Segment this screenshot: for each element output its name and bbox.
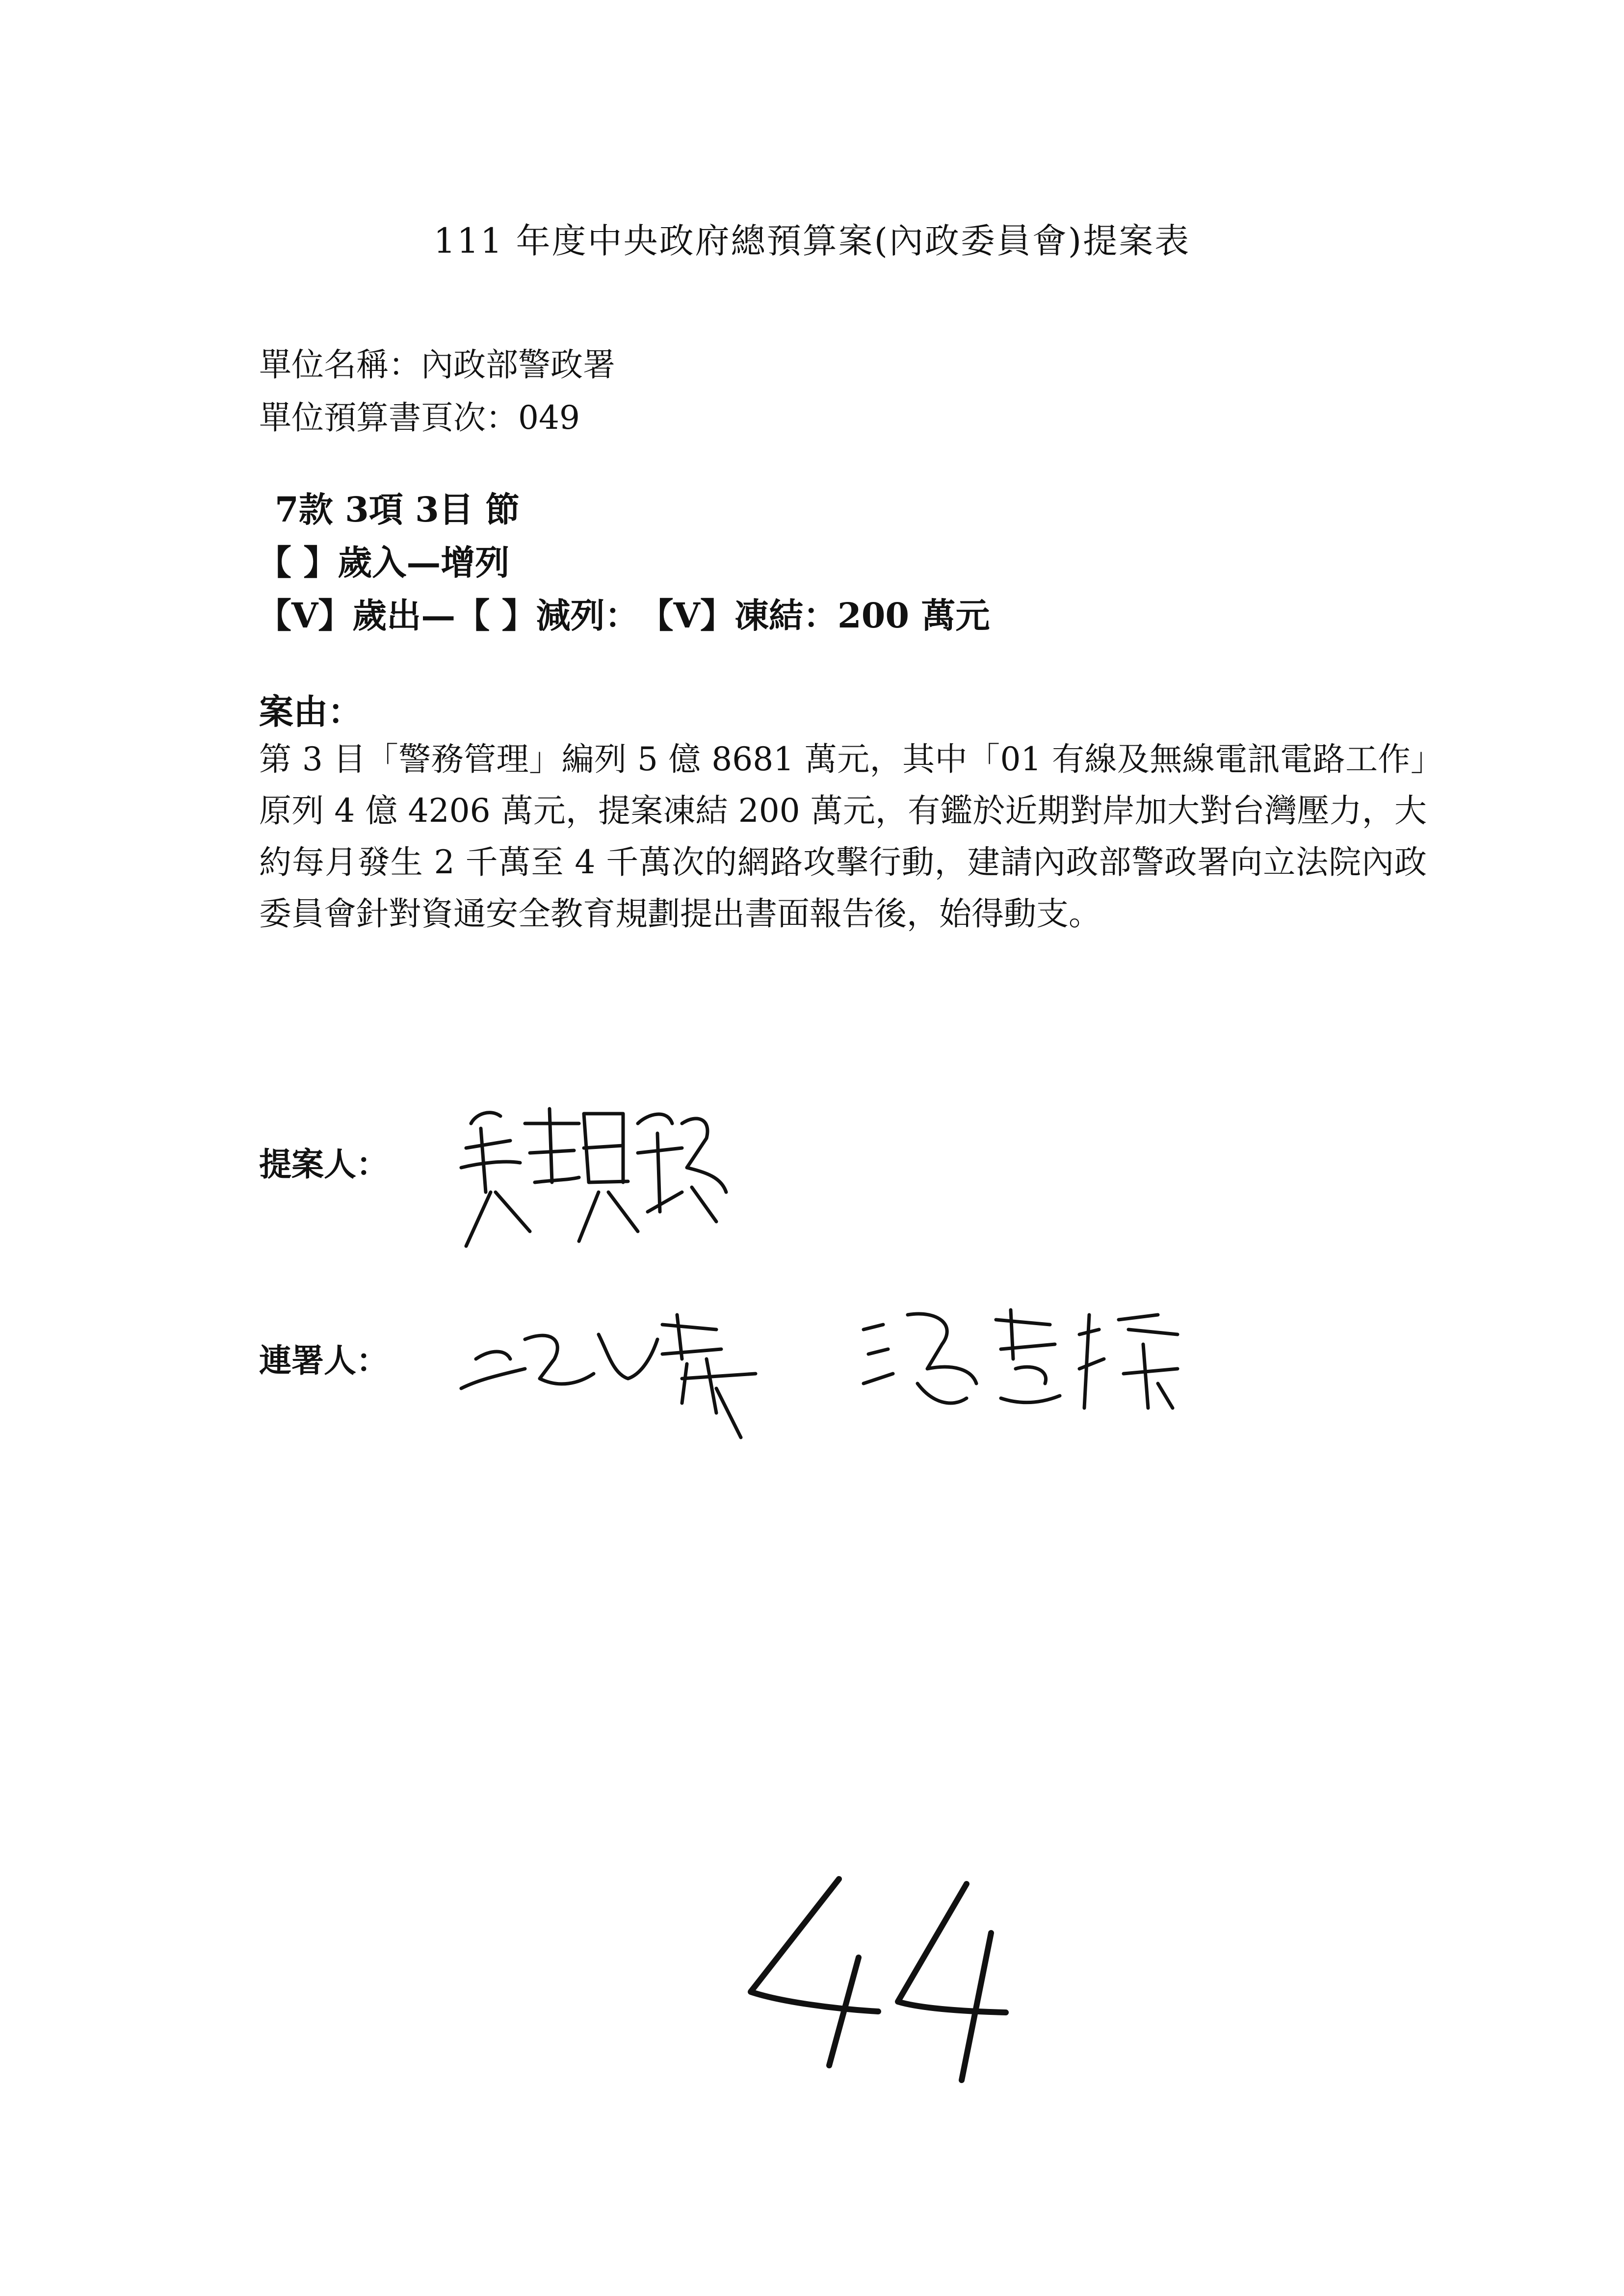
handwritten-page-number — [736, 1869, 1011, 2085]
document-title: 111 年度中央政府總預算案(內政委員會)提案表 — [433, 221, 1191, 261]
unit-name: 單位名稱：內政部警政署 — [259, 346, 615, 384]
cosigner-signature-1 — [451, 1276, 805, 1452]
reason-label: 案由： — [259, 691, 362, 732]
reason-text: 第 3 目「警務管理」編列 5 億 8681 萬元，其中「01 有線及無線電訊電路工作」原列 4 億 4206 萬元，提案凍結 200 萬元，有鑑於近期對岸加大對台灣壓力，大約每月發生 2 千萬至 4 千萬次的網路攻擊行動，建請內政部警政署向立法院內政委員會針對資通安全教育規劃提出書面報告後，始得動支。 — [259, 740, 1427, 933]
budget-section — [257, 483, 990, 642]
budget-item-line: 7款 3項 3目 節 — [275, 489, 520, 530]
proposer-label: 提案人： — [259, 1146, 389, 1183]
cosigner-label: 連署人： — [259, 1342, 389, 1380]
unit-info — [259, 339, 615, 444]
unit-budget-page: 單位預算書頁次：049 — [259, 399, 580, 437]
revenue-line: 【 】歲入—增列 — [257, 542, 510, 583]
expenditure-line: 【V】歲出—【 】減列： 【V】凍結：200 萬元 — [257, 595, 990, 636]
cosigner-signature-2 — [854, 1285, 1207, 1433]
proposer-signature — [451, 1094, 736, 1251]
